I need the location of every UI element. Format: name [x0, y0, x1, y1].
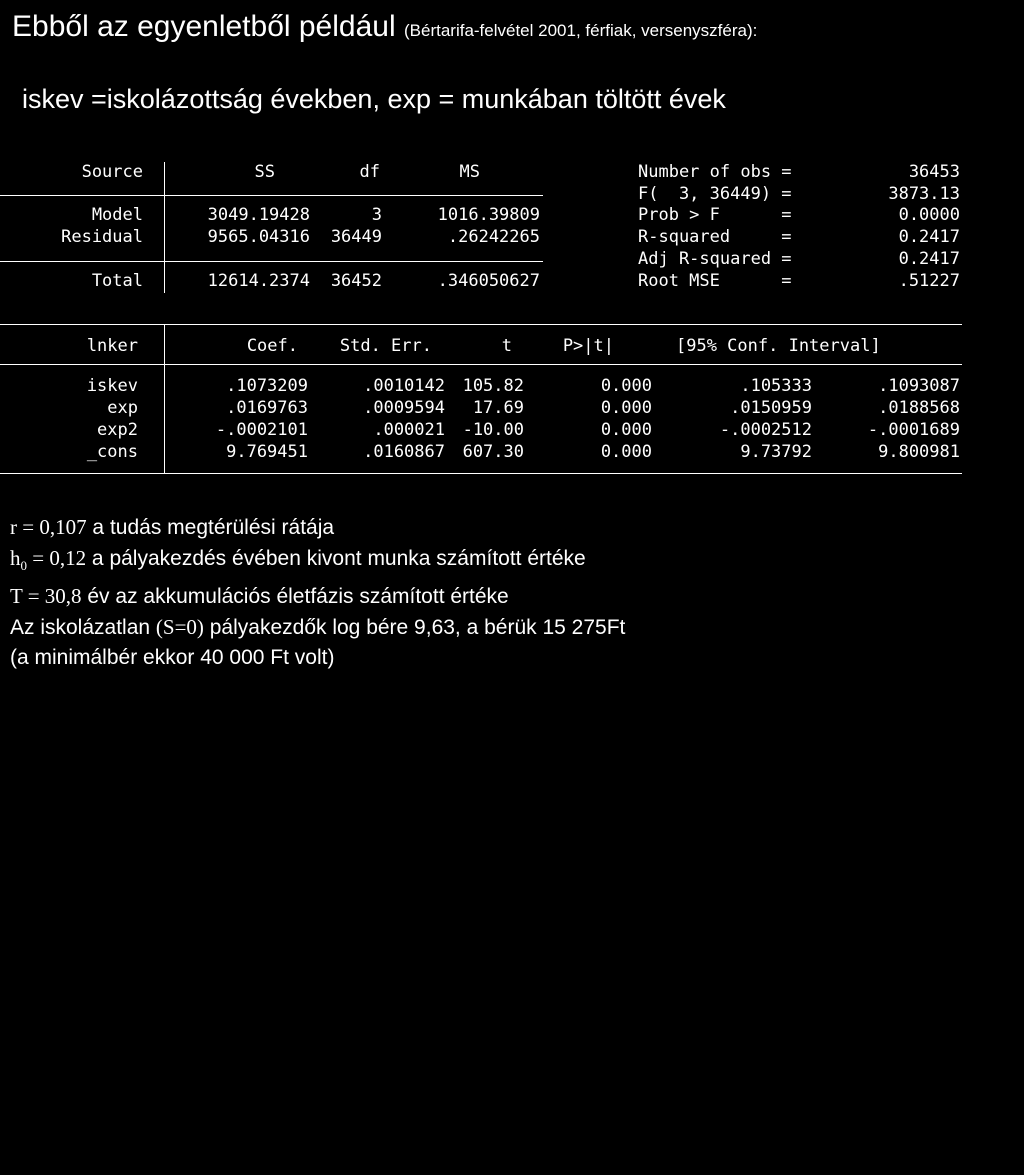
anova-total-ss: 12614.2374	[207, 271, 310, 291]
anova-total-ms: .346050627	[437, 271, 540, 291]
coef-row-coef: -.0002101	[215, 420, 308, 440]
anova-row-df: 36449	[330, 227, 382, 247]
coef-row-lo: .0150959	[730, 398, 812, 418]
note-uneducated-s: (S=0)	[155, 615, 204, 640]
anova-row-ss: 9565.04316	[207, 227, 310, 247]
coef-row-coef: .1073209	[226, 376, 308, 396]
coef-row-t: 105.82	[462, 376, 524, 396]
note-uneducated-a: Az iskolázatlan	[10, 616, 156, 640]
stat-label: Adj R-squared =	[638, 249, 792, 269]
anova-total-df: 36452	[330, 271, 382, 291]
anova-header-df: df	[359, 162, 380, 182]
coef-row-var: exp2	[97, 420, 138, 440]
anova-row-ms: 1016.39809	[437, 205, 540, 225]
stat-value: 0.0000	[898, 205, 960, 225]
stat-value: 0.2417	[898, 227, 960, 247]
interpretation-notes	[10, 512, 625, 673]
anova-row-ms: .26242265	[447, 227, 540, 247]
stat-value: 0.2417	[898, 249, 960, 269]
coef-vertical-divider	[164, 324, 165, 474]
coef-header-ci: [95% Conf. Interval]	[676, 336, 881, 356]
coef-header-rule	[0, 364, 962, 365]
coef-header-t: t	[501, 336, 512, 356]
title-note: (Bértarifa-felvétel 2001, férfiak, versenyszféra):	[403, 21, 758, 40]
slide-title	[12, 10, 757, 44]
note-r-text: a tudás megtérülési rátája	[86, 516, 335, 539]
anova-total-rule	[0, 261, 543, 262]
coef-row-var: iskev	[86, 376, 138, 396]
coef-row-se: .000021	[373, 420, 445, 440]
coef-row-coef: 9.769451	[226, 442, 308, 462]
coef-header-se: Std. Err.	[339, 336, 432, 356]
anova-header-ss: SS	[254, 162, 275, 182]
anova-total-source: Total	[91, 271, 143, 291]
variable-definitions: iskev =iskolázottság években, exp = munkában töltött évek	[22, 84, 726, 114]
title-main: Ebből az egyenletből például	[12, 10, 396, 43]
coef-row-hi: 9.800981	[878, 442, 960, 462]
coef-row-lo: .105333	[740, 376, 812, 396]
anova-row-df: 3	[371, 205, 382, 225]
coef-row-var: exp	[107, 398, 138, 418]
coef-row-p: 0.000	[600, 420, 652, 440]
model-stats	[620, 162, 965, 297]
anova-header-rule	[0, 195, 543, 196]
coef-row-t: -10.00	[462, 420, 524, 440]
coef-top-rule	[0, 324, 962, 325]
anova-row-source: Residual	[61, 227, 143, 247]
coef-row-se: .0160867	[363, 442, 445, 462]
anova-vertical-divider	[164, 162, 165, 293]
coef-row-p: 0.000	[600, 442, 652, 462]
stat-label: F( 3, 36449) =	[638, 183, 792, 204]
stat-label: Prob > F =	[638, 205, 792, 225]
coef-row-lo: 9.73792	[740, 442, 812, 462]
coef-row-t: 607.30	[462, 442, 524, 462]
anova-header-ms: MS	[459, 162, 480, 182]
stat-value: 36453	[908, 162, 960, 182]
note-h-value: = 0,12	[27, 546, 87, 570]
anova-row-source: Model	[91, 205, 143, 225]
coef-header-p: P>|t|	[562, 336, 614, 356]
note-h-subscript: 0	[20, 558, 27, 574]
note-T-value: T = 30,8	[10, 584, 82, 609]
note-uneducated	[10, 612, 625, 643]
note-minimum-wage: (a minimálbér ekkor 40 000 Ft volt)	[10, 646, 335, 670]
note-h-symbol: h	[10, 546, 21, 570]
coef-header-coef: Coef.	[246, 336, 298, 356]
coef-row-t: 17.69	[472, 398, 524, 418]
stat-value: .51227	[898, 271, 960, 291]
note-T-text: év az akkumulációs életfázis számított értéke	[81, 585, 509, 609]
anova-table	[0, 162, 560, 297]
coef-row-se: .0010142	[363, 376, 445, 396]
coef-bottom-rule	[0, 473, 962, 474]
coef-row-se: .0009594	[363, 398, 445, 418]
coef-row-hi: .0188568	[878, 398, 960, 418]
coef-header-dep: lnker	[86, 336, 138, 356]
note-r-value: r = 0,107	[10, 515, 87, 539]
anova-header-source: Source	[81, 162, 143, 182]
stat-value: 3873.13	[888, 183, 960, 204]
coef-row-coef: .0169763	[226, 398, 308, 418]
coef-row-var: _cons	[86, 442, 138, 462]
note-h0	[10, 543, 625, 581]
stat-label: Number of obs =	[638, 162, 792, 182]
coef-table	[0, 336, 965, 466]
note-return-rate	[10, 512, 625, 543]
note-h-text: a pályakezdés évében kivont munka számított értéke	[86, 547, 586, 570]
note-uneducated-c: pályakezdők log bére 9,63, a bérük 15 275Ft	[203, 616, 626, 640]
coef-row-p: 0.000	[600, 398, 652, 418]
anova-row-ss: 3049.19428	[207, 205, 310, 225]
stat-label: Root MSE =	[638, 271, 792, 291]
coef-row-hi: -.0001689	[867, 420, 960, 440]
note-T	[10, 581, 625, 612]
coef-row-hi: .1093087	[878, 376, 960, 396]
coef-row-p: 0.000	[600, 376, 652, 396]
stat-label: R-squared =	[638, 227, 792, 247]
coef-row-lo: -.0002512	[719, 420, 812, 440]
